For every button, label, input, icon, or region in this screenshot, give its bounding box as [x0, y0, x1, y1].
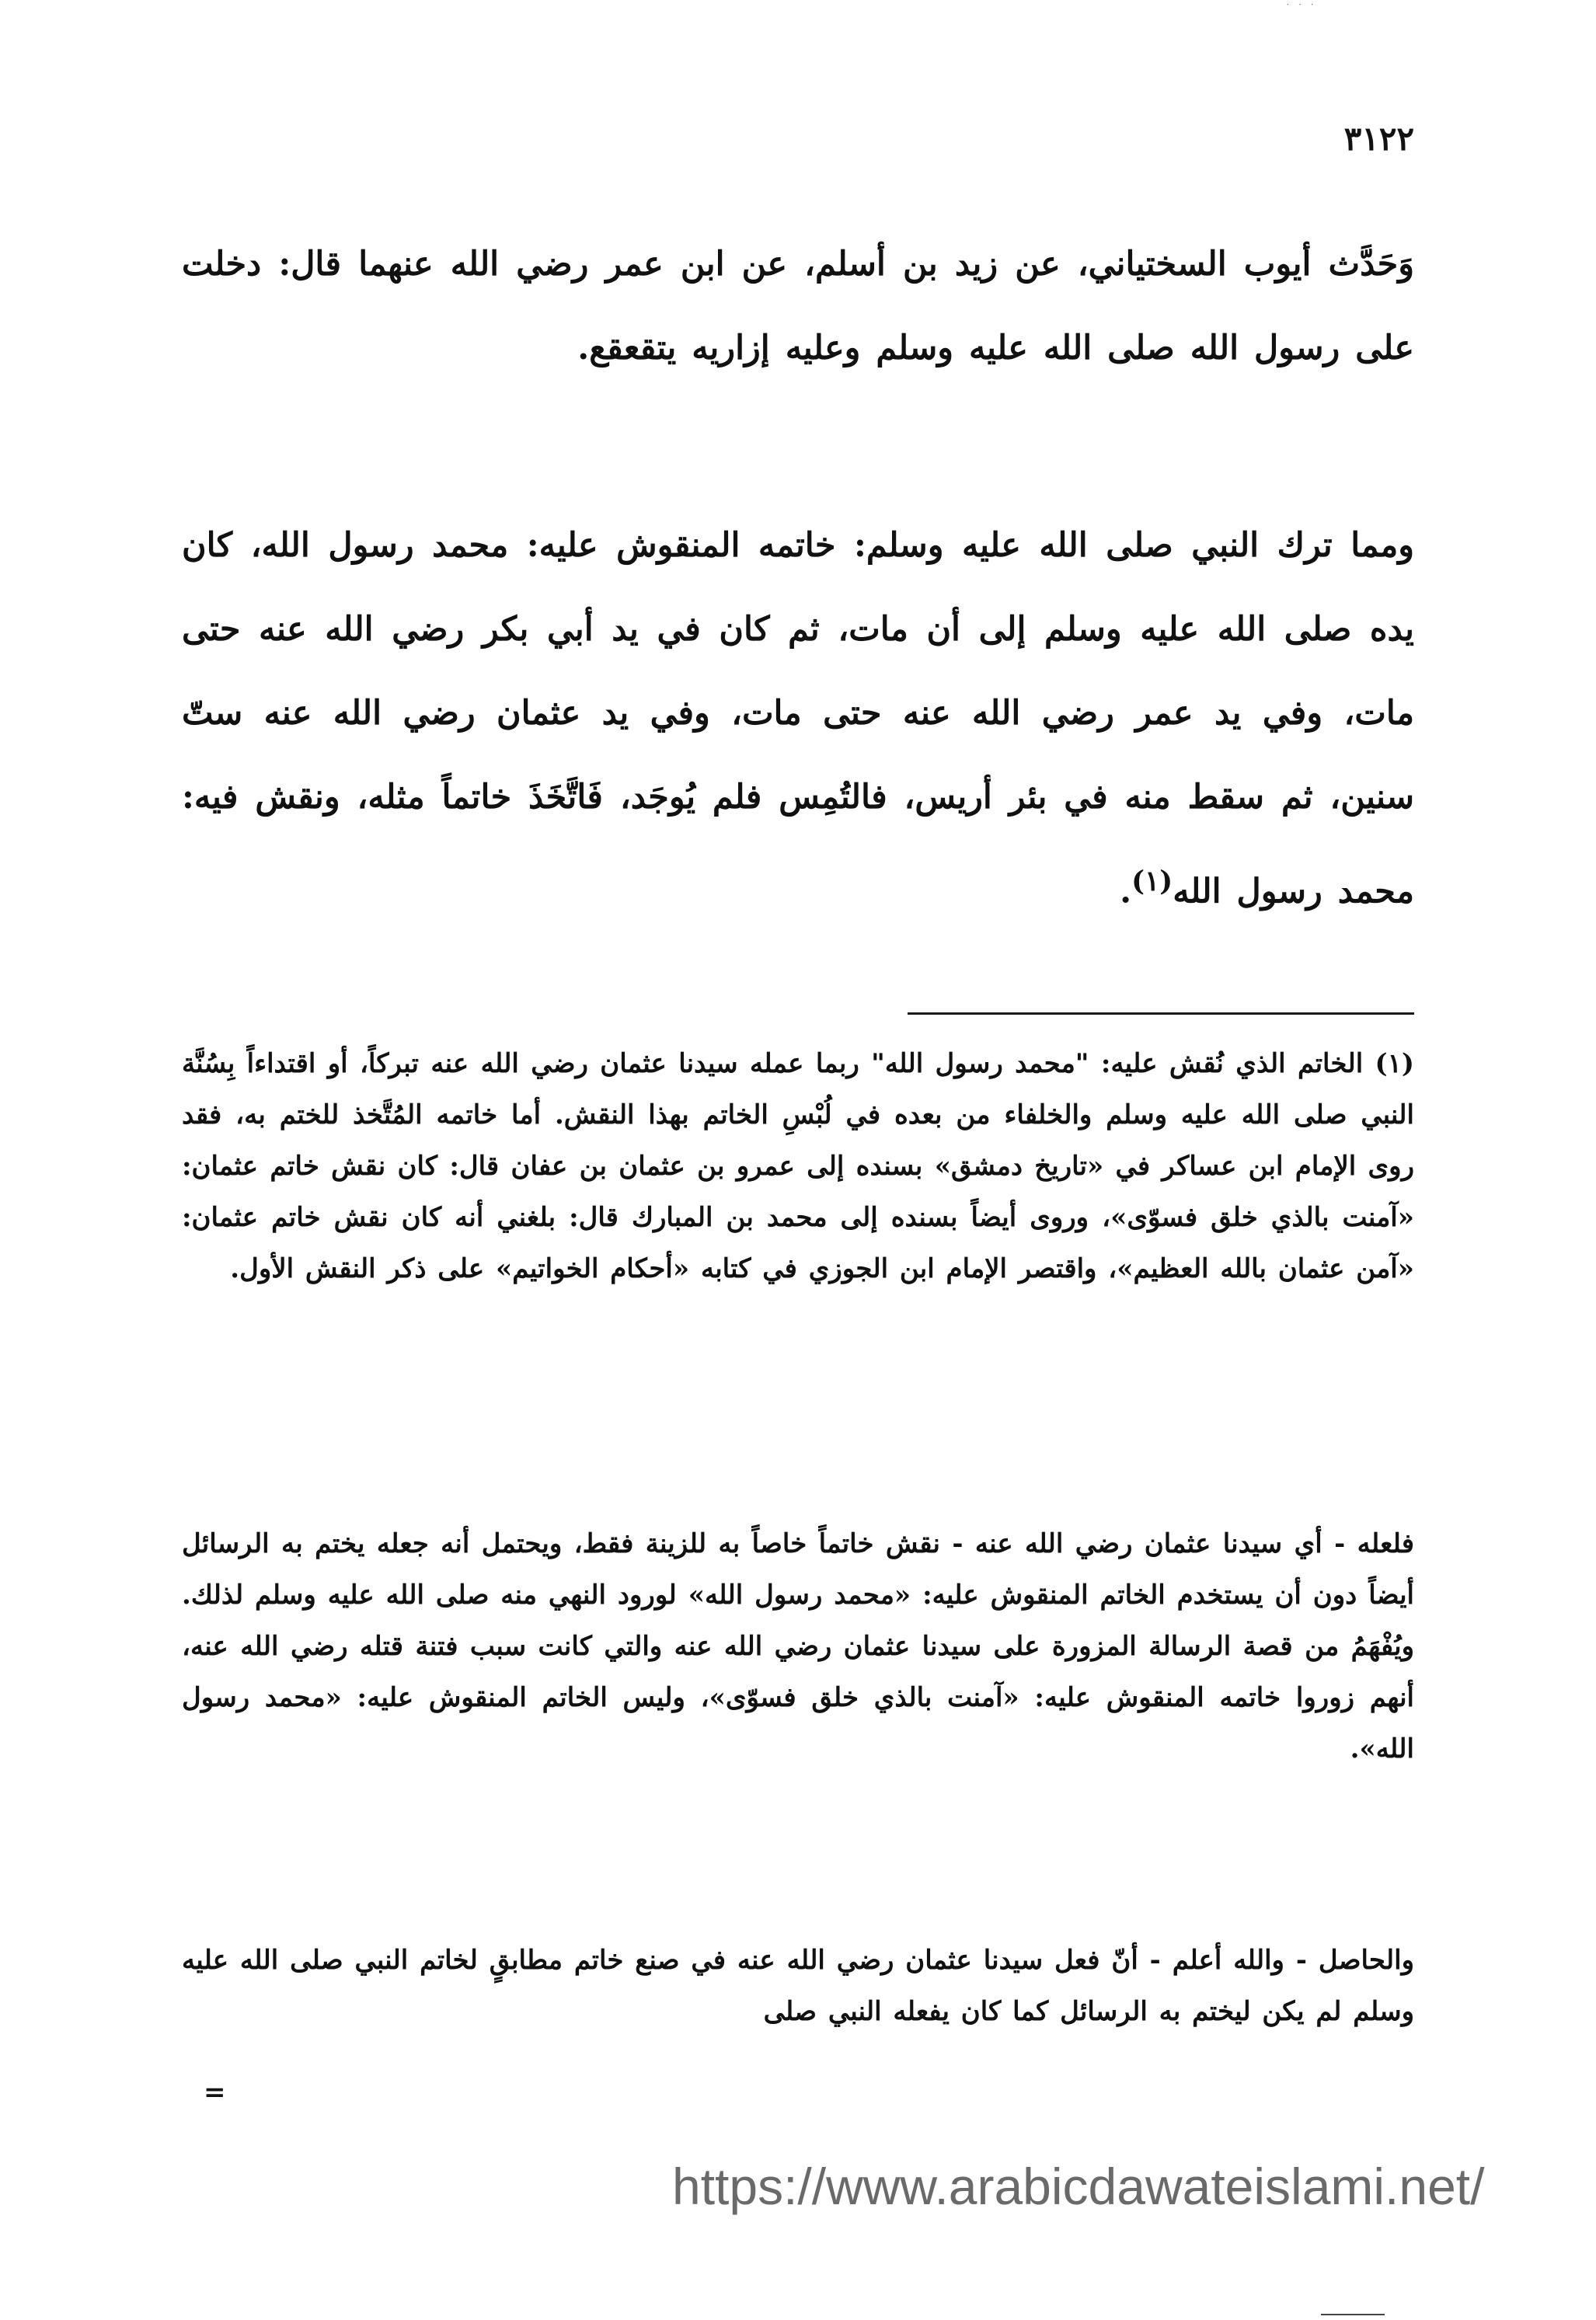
footnote-1: (١) الخاتم الذي نُقش عليه: "محمد رسول الله" ربما عمله سيدنا عثمان رضي الله عنه تبركاً، أو اقتداءاً بِسُنَّة النبي صلى الله عليه وسلم والخلفاء من بعده في لُبْسِ الخاتم بهذا النقش. أما خاتمه المُتَّخذ للختم به، فقد روى الإمام ابن عساكر في «تاريخ دمشق» بسنده إلى عمرو بن عثمان بن عفان قال: كان نقش خاتم عثمان: «آمنت بالذي خلق فسوّى»، وروى أيضاً بسنده إلى محمد بن المبارك قال: بلغني أنه كان نقش خاتم عثمان: «آمن عثمان بالله العظيم»، واقتصر الإمام ابن الجوزي في كتابه «أحكام الخواتيم» على ذكر النقش الأول.: [182, 1048, 1414, 1284]
main-paragraph-1: وَحَدَّث أيوب السختياني، عن زيد بن أسلم، عن ابن عمر رضي الله عنهما قال: دخلت على رسول الله صلى الله عليه وسلم وعليه إزاريه يتقعقع.: [182, 245, 1414, 368]
top-edge-mark: · · ·: [1286, 0, 1317, 10]
page-number: ٣١٢٢: [1343, 120, 1414, 158]
main-paragraph-2-text: ومما ترك النبي صلى الله عليه وسلم: خاتمه المنقوش عليه: محمد رسول الله، كان يده صلى الله عليه وسلم إلى أن مات، ثم كان في يد أبي بكر رضي الله عنه حتى مات، وفي يد عمر رضي الله عنه حتى مات، وفي يد عثمان رضي الله عنه ستّ سنين، ثم سقط منه في بئر أريس، فالتُمِس فلم يُوجَد، فَاتَّخَذَ خاتماً مثله، ونقش فيه: محمد رسول الله: [182, 526, 1414, 911]
bottom-edge-mark: [1321, 2314, 1385, 2315]
footnote-3: والحاصل - والله أعلم - أنّ فعل سيدنا عثمان رضي الله عنه في صنع خاتم مطابقٍ لخاتم النبي صلى الله عليه وسلم لم يكن ليختم به الرسائل كما كان يفعله النبي صلى: [182, 1945, 1414, 2027]
footnote-2: فلعله - أي سيدنا عثمان رضي الله عنه - نقش خاتماً خاصاً به للزينة فقط، ويحتمل أنه جعله يختم به الرسائل أيضاً دون أن يستخدم الخاتم المنقوش عليه: «محمد رسول الله» لورود النهي منه صلى الله عليه وسلم لذلك. ويُفْهَمُ من قصة الرسالة المزورة على سيدنا عثمان رضي الله عنه والتي كانت سبب فتنة قتله رضي الله عنه، أنهم زوروا خاتمه المنقوش عليه: «آمنت بالذي خلق فسوّى»، وليس الخاتم المنقوش عليه: «محمد رسول الله».: [182, 1528, 1414, 1764]
footnote-reference: (١): [1131, 865, 1173, 897]
source-url: https://www.arabicdawateislami.net/: [672, 2158, 1485, 2215]
footnote-separator-line: [908, 1012, 1414, 1015]
main-paragraph-2: ومما ترك النبي صلى الله عليه وسلم: خاتمه المنقوش عليه: محمد رسول الله، كان يده صلى الله عليه وسلم إلى أن مات، ثم كان في يد أبي بكر رضي الله عنه حتى مات، وفي يد عمر رضي الله عنه حتى مات، وفي يد عثمان رضي الله عنه ستّ سنين، ثم سقط منه في بئر أريس، فالتُمِس فلم يُوجَد، فَاتَّخَذَ خاتماً مثله، ونقش فيه: محمد رسول الله$^{(١)}$.: [182, 526, 1414, 911]
continuation-mark: =: [204, 2077, 226, 2108]
